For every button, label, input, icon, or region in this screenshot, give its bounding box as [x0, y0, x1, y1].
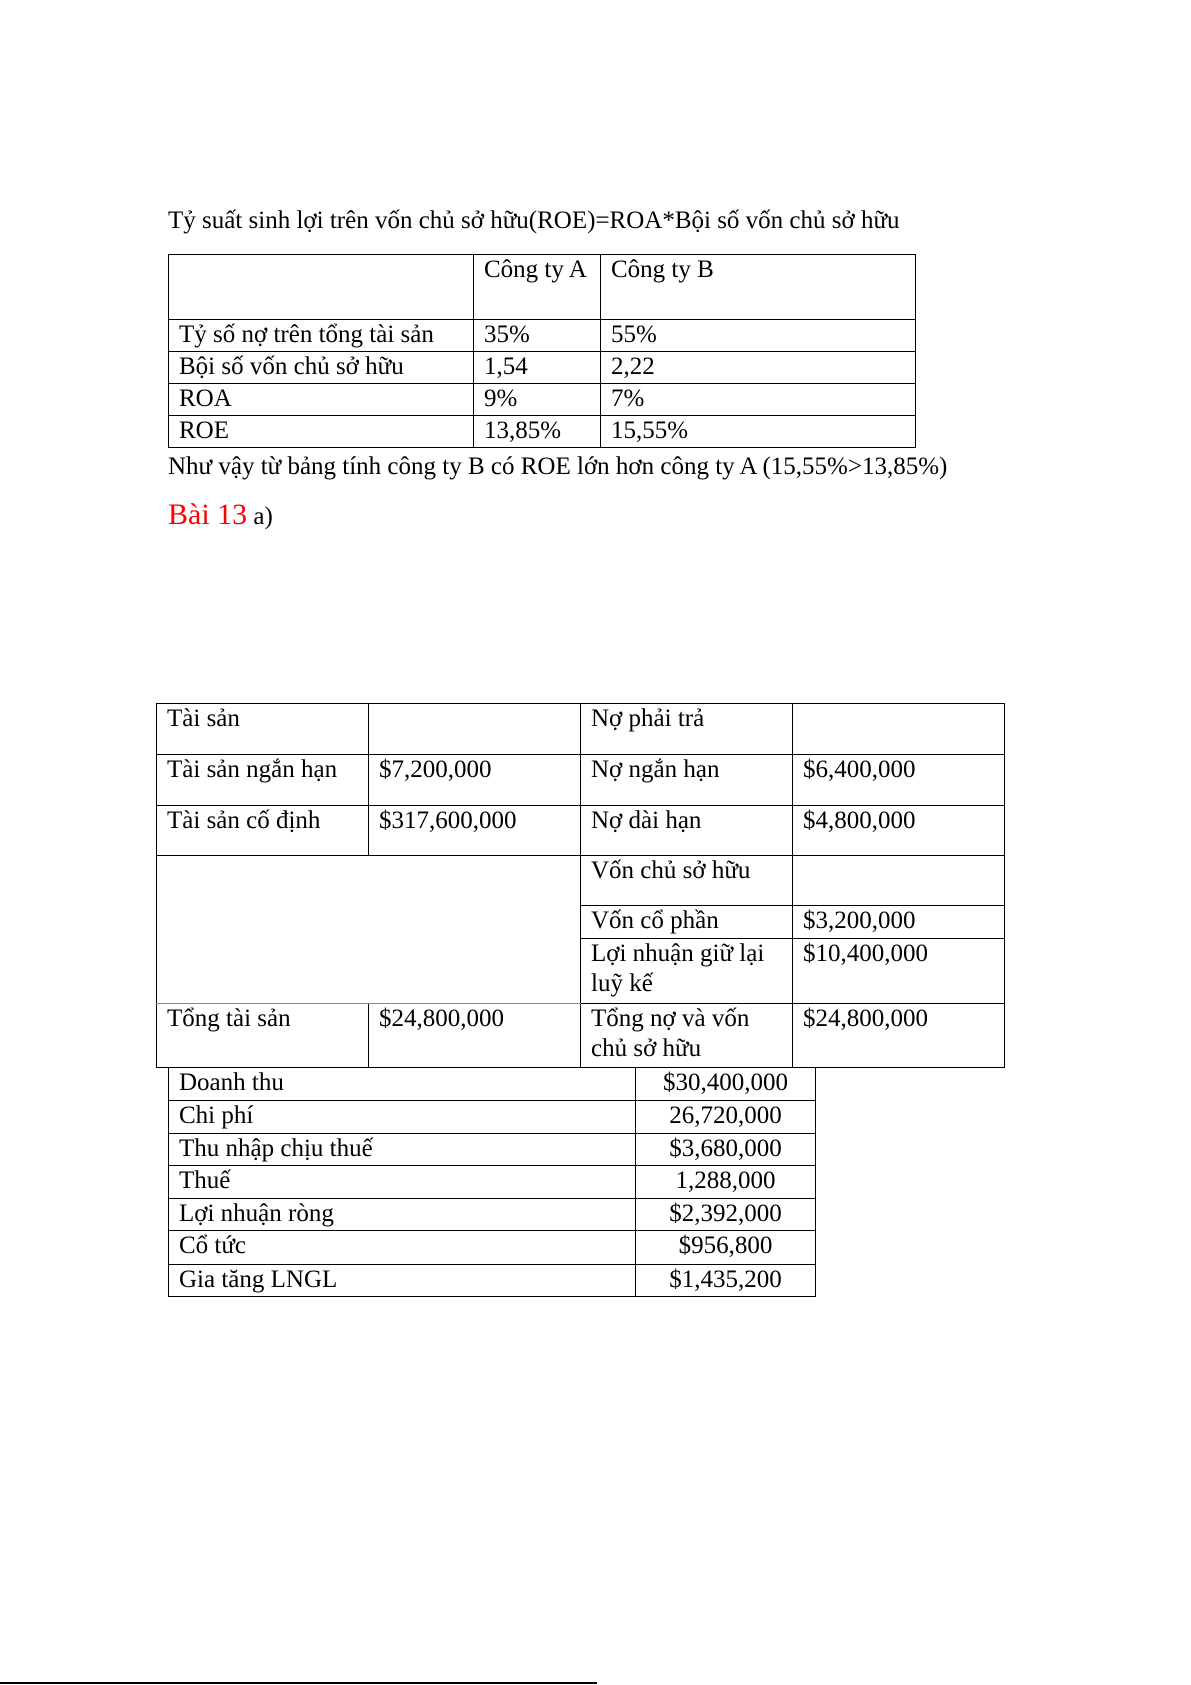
table-cell: $7,200,000 — [369, 755, 581, 806]
table-cell: Lợi nhuận giữ lại luỹ kế — [581, 939, 793, 1004]
table-row — [169, 1068, 816, 1101]
table-cell: $956,800 — [636, 1231, 816, 1265]
balance-sheet-table — [156, 703, 1005, 1068]
table-row — [157, 1004, 1005, 1068]
table-cell: 1,288,000 — [636, 1166, 816, 1199]
table-row — [169, 1134, 816, 1166]
table-cell: $2,392,000 — [636, 1199, 816, 1231]
table-cell: $4,800,000 — [793, 806, 1005, 856]
table-cell: Thu nhập chịu thuế — [169, 1134, 636, 1166]
table-cell: Doanh thu — [169, 1068, 636, 1101]
table-cell: 13,85% — [474, 416, 601, 448]
table-row — [169, 352, 916, 384]
table-row — [157, 806, 1005, 856]
table-cell: 55% — [601, 320, 916, 352]
income-statement-table — [168, 1067, 816, 1297]
section-part: a) — [253, 503, 273, 530]
conclusion-text: Như vậy từ bảng tính công ty B có ROE lớn hơn công ty A (15,55%>13,85%) — [168, 453, 948, 480]
table-cell: $317,600,000 — [369, 806, 581, 856]
table-cell — [793, 704, 1005, 755]
intro-text: Tỷ suất sinh lợi trên vốn chủ sở hữu(ROE)=ROA*Bội số vốn chủ sở hữu — [168, 207, 900, 234]
empty-cell — [157, 856, 581, 1004]
table-cell: $24,800,000 — [793, 1004, 1005, 1068]
table-row — [169, 384, 916, 416]
table-cell: Tài sản cố định — [157, 806, 369, 856]
table-row — [157, 704, 1005, 755]
table-row — [157, 856, 1005, 906]
table-row — [169, 1101, 816, 1134]
table-cell — [793, 856, 1005, 906]
table-cell: Bội số vốn chủ sở hữu — [169, 352, 474, 384]
table-cell: $10,400,000 — [793, 939, 1005, 1004]
section-heading — [168, 500, 273, 532]
table-cell: 9% — [474, 384, 601, 416]
section-title: Bài 13 — [168, 498, 248, 531]
table-cell: Chi phí — [169, 1101, 636, 1134]
table-cell — [369, 704, 581, 755]
table-cell: $3,680,000 — [636, 1134, 816, 1166]
table-cell: 15,55% — [601, 416, 916, 448]
table-cell: Tài sản — [157, 704, 369, 755]
table-cell: ROE — [169, 416, 474, 448]
table-cell: 1,54 — [474, 352, 601, 384]
table-cell — [169, 255, 474, 320]
table-header: Công ty B — [601, 255, 916, 320]
table-cell: Thuế — [169, 1166, 636, 1199]
ratio-table — [168, 254, 916, 448]
table-cell: Vốn cổ phần — [581, 906, 793, 939]
table-cell: Tài sản ngắn hạn — [157, 755, 369, 806]
table-cell: Tỷ số nợ trên tổng tài sản — [169, 320, 474, 352]
table-cell: Lợi nhuận ròng — [169, 1199, 636, 1231]
table-cell: $24,800,000 — [369, 1004, 581, 1068]
table-cell: ROA — [169, 384, 474, 416]
table-cell: Vốn chủ sở hữu — [581, 856, 793, 906]
table-row — [169, 255, 916, 320]
table-cell: 26,720,000 — [636, 1101, 816, 1134]
table-row — [157, 755, 1005, 806]
table-cell: Nợ dài hạn — [581, 806, 793, 856]
table-cell: Gia tăng LNGL — [169, 1265, 636, 1297]
table-cell: $6,400,000 — [793, 755, 1005, 806]
table-header: Công ty A — [474, 255, 601, 320]
table-row — [169, 1166, 816, 1199]
table-cell: Tổng tài sản — [157, 1004, 369, 1068]
table-cell: 7% — [601, 384, 916, 416]
table-cell: 2,22 — [601, 352, 916, 384]
table-row — [169, 1265, 816, 1297]
table-row — [169, 320, 916, 352]
table-cell: Nợ phải trả — [581, 704, 793, 755]
table-row — [169, 1231, 816, 1265]
footnote-separator — [0, 1682, 597, 1684]
table-cell: $30,400,000 — [636, 1068, 816, 1101]
table-cell: $1,435,200 — [636, 1265, 816, 1297]
table-cell: Tổng nợ và vốn chủ sở hữu — [581, 1004, 793, 1068]
table-row — [169, 1199, 816, 1231]
table-row — [169, 416, 916, 448]
table-cell: 35% — [474, 320, 601, 352]
table-cell: $3,200,000 — [793, 906, 1005, 939]
table-cell: Cổ tức — [169, 1231, 636, 1265]
table-cell: Nợ ngắn hạn — [581, 755, 793, 806]
